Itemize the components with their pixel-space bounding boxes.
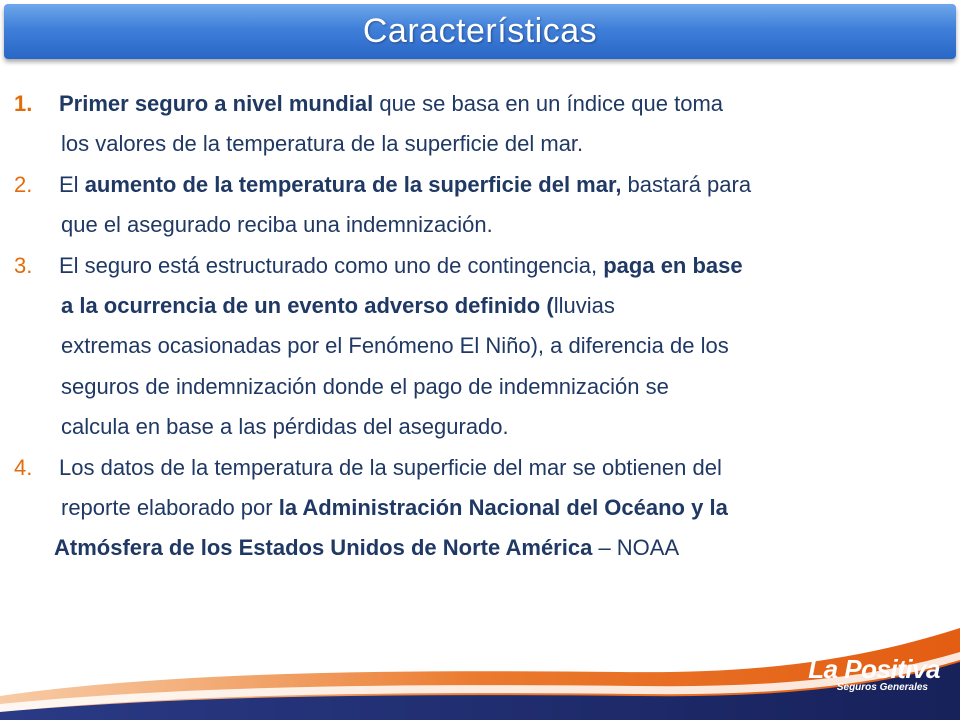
list-item-line [14, 165, 949, 205]
list-number: 1. [14, 91, 33, 116]
list-item-line [14, 326, 949, 366]
regular-text: calcula en base a las pérdidas del asegurado. [61, 414, 509, 440]
list-item-line [14, 528, 949, 568]
list-number: 2. [14, 171, 33, 197]
list-item-3 [14, 246, 949, 448]
list-item-line [14, 407, 949, 447]
regular-text: los valores de la temperatura de la superficie del mar. [61, 131, 584, 157]
bold-text: la Administración Nacional del Océano y la [278, 495, 728, 521]
list-item-line [14, 205, 949, 245]
list-number: 4. [14, 454, 33, 480]
bold-text: Atmósfera de los Estados Unidos de Norte América [54, 535, 593, 561]
regular-text: El seguro está estructurado como uno de contingencia, [59, 252, 604, 278]
regular-text: lluvias [553, 293, 615, 319]
list-number: 3. [14, 252, 33, 278]
list-item-line [14, 448, 949, 488]
list-item-line [14, 124, 949, 164]
regular-text: El [59, 171, 85, 197]
logo-name: La Positiva [808, 654, 940, 684]
company-logo [808, 656, 940, 694]
slide-title: Características [362, 12, 598, 50]
list-item-line [14, 286, 949, 326]
regular-text: extremas ocasionadas por el Fenómeno El Niño), a diferencia de los [61, 333, 729, 359]
bold-text: Primer seguro a nivel mundial [59, 91, 374, 116]
regular-text: Los datos de la temperatura de la superficie del mar se obtienen del [59, 454, 722, 480]
regular-text: seguros de indemnización donde el pago de indemnización se [61, 373, 669, 399]
regular-text: que el asegurado reciba una indemnización. [61, 212, 493, 238]
list-item-2 [14, 165, 949, 246]
regular-text: – NOAA [592, 535, 680, 561]
list-item-line [14, 367, 949, 407]
bold-text: aumento de la temperatura de la superficie del mar, [84, 171, 622, 197]
list-item-4 [14, 448, 949, 569]
title-bar [4, 4, 956, 59]
regular-text: bastará para [621, 171, 752, 197]
logo-tagline: Seguros Generales [836, 682, 928, 693]
list-item-line [14, 84, 949, 124]
bold-text: paga en base [603, 252, 743, 278]
list-item-line [14, 488, 949, 528]
bold-text: a la ocurrencia de un evento adverso definido ( [61, 293, 554, 319]
numbered-list [14, 84, 949, 569]
list-item-line [14, 246, 949, 286]
regular-text: que se basa en un índice que toma [373, 91, 724, 116]
regular-text: reporte elaborado por [61, 495, 279, 521]
list-item-1 [14, 84, 949, 165]
